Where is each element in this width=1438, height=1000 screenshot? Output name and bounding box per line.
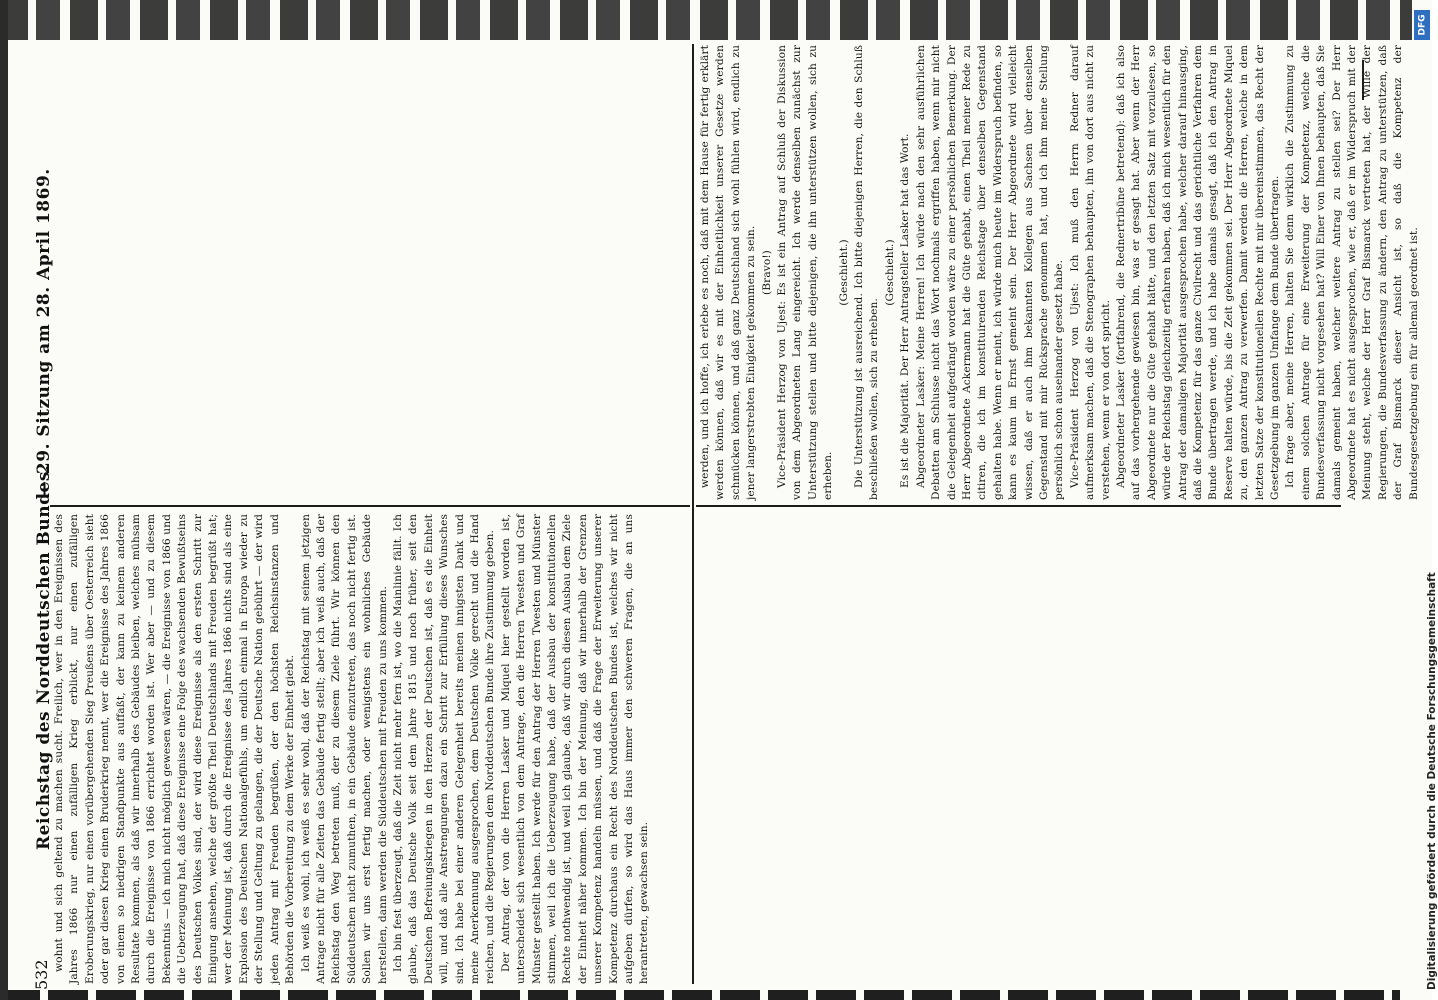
paragraph: Vice-Präsident Herzog von Ujest: Ich muß den Herrn Redner darauf aufmerksam machen, daß die Stenographen behaupten, ihn von dort aus nicht zu verstehen, wenn er von dort spricht.	[1068, 45, 1112, 500]
paragraph: Der Antrag, der von die Herren Lasker und Miquel hier gestellt worden ist, unterscheidet sich wesentlich von dem Antrage, den die Herren Twesten und Graf Münster gestellt haben. Ich werde für den Antrag der Herren Twesten und Münster stimmen, weil ich die Ueberzeugung habe, daß der Ausbau der konstitutionellen Rechte nothwendig ist, und weil ich glaube, daß wir durch diesen Ausbau dem Ziele der Einheit näher kommen. Ich bin der Meinung, daß wir innerhalb der Grenzen unserer Kompetenz handeln müssen, und daß die Frage der Erweiterung unserer Kompetenz durchaus ein Recht des Norddeutschen Bundes ist, welches wir nicht aufgeben dürfen, so wird das Haus immer den schweren Fragen, die an uns herantreten, gewachsen sein.	[499, 514, 651, 984]
text-block-left	[52, 514, 690, 984]
column-divider-vertical	[692, 44, 694, 984]
running-header-right: — 29. Sitzung am 28. April 1869.	[34, 168, 54, 498]
dfg-logo	[1414, 10, 1430, 40]
scan-edge-left	[0, 0, 8, 1000]
paragraph: Ich frage aber, meine Herren, halten Sie denn wirklich die Zustimmung zu einem solchen Antrage für eine Erweiterung der Kompetenz, welche die Bundesverfassung nicht vorgesehen hat? Will Einer von Ihnen behaupten, daß Sie damals gemeint haben, welcher weitere Antrag zu stellen sei? Der Herr Abgeordnete hat es nicht ausgesprochen, wie er, daß er im Widerspruch mit der Meinung steht, welche der Herr Graf Bismarck vertreten hat, der Wille der Regierungen, die Bundesverfassung zu ändern, den Antrag zu unterstützen, daß der Graf Bismarck dieser Ansicht ist, so daß die Kompetenz der Bundesgesetzgebung ein für allemal geordnet ist.	[1284, 45, 1420, 500]
paragraph: Ich bin fest überzeugt, daß die Zeit nicht mehr fern ist, wo die Mainlinie fällt. Ich glaube, daß das Deutsche Volk seit dem Jahre 1815 und noch früher, seit den Deutschen Befreiungskriegen in den Herzen der Deutschen ist, daß es die Einheit will, und daß alle Anstrengungen dazu ein Schritt zur Erfüllung dieses Wunsches sind. Ich habe bei einer anderen Gelegenheit bereits meinen innigsten Dank und meine Anerkennung ausgesprochen, dem Deutschen Volke gerecht und die Hand reichen, und die Regierungen dem Norddeutschen Bunde ihre Zustimmung geben.	[391, 514, 497, 984]
paragraph: Es ist die Majorität. Der Herr Antragsteller Lasker hat das Wort.	[899, 133, 912, 488]
paragraph: wohnt und sich geltend zu machen sucht. Freilich, wer in den Ereignissen des Jahres 1866 nur einen zufälligen Krieg erblickt, nur einen zufälligen Eroberungskrieg, nur einen vorübergehenden Sieg Preußens über Oesterreich sieht oder gar diesen Krieg einen Bruderkrieg nennt, wer die Ereignisse des Jahres 1866 von einem so niedrigen Standpunkte aus auffaßt, der kann zu keinem anderen Resultate kommen, als daß wir innerhalb des Gebäudes bleiben, welches mühsam durch die Ereignisse von 1866 errichtet worden ist. Wer aber — und zu diesem Bekenntnis — ich mich nicht möglich gewesen wären, — die Ereignisse von 1866 und die Ueberzeugung hat, daß diese Ereignisse eine Folge des wachsenden Bewußtseins des Deutschen Volkes sind, der wird diese Ereignisse als den ersten Schritt zur Einigung ansehen, welche der größte Theil Deutschlands mit Freuden begrüßt hat; wer der Meinung ist, daß durch die Ereignisse des Jahres 1866 nichts sind als eine Explosion des Deutschen Nationalgefühls, um endlich einmal in Europa wieder zu der Stellung und Geltung zu gelangen, die der Deutsche Nation gebührt — der wird jeden Antrag mit Freuden begrüßen, der den höchsten Reichsinstanzen und Behörden die Vorbereitung zu dem Werke der Einheit giebt.	[53, 514, 297, 984]
stage-direction: (Geschieht.)	[837, 239, 850, 306]
scan-edge-top	[0, 0, 1412, 40]
paragraph: Abgeordneter Lasker (fortfahrend, die Rednertribüne betretend): daß ich also auf das vorhergehende gewiesen bin, was er gesagt hat. Aber wenn der Herr Abgeordnete nur die Güte gehabt hätte, und den letzten Satz mit vorzulesen, so würde der Reichstag gleichzeitig erfahren haben, daß ich mich wesentlich für den Antrag der damaligen Majorität ausgesprochen habe, welcher darauf hinausging, daß die Kompetenz für das ganze Civilrecht und das gerichtliche Verfahren dem Bunde übertragen werde, und ich habe damals gesagt, daß ich den Antrag in Reserve halten würde, bis die Zeit gekommen sei. Der Herr Abgeordnete Miquel zu, den ganzen Antrag zu verwerfen. Damit werden die Herren, welche in dem letzten Satze der konstitutionellen Rechte mit mir übereinstimmen, das Recht der Gesetzgebung im ganzen Umfange dem Bunde übertragen.	[1114, 45, 1282, 500]
paragraph: Vice-Präsident Herzog von Ujest: Es ist ein Antrag auf Schluß der Diskussion von dem Abgeordneten Lang eingereicht. Ich werde denselben zunächst zur Unterstützung stellen und bitte diejenigen, die ihn unterstützen wollen, sich zu erheben.	[776, 45, 835, 500]
paragraph: Die Unterstützung ist ausreichend. Ich bitte diejenigen Herren, die den Schluß beschließen wollen, sich zu erheben.	[853, 45, 881, 500]
paragraph: werden, und ich hoffe, ich erlebe es noch, daß mit dem Hause für fertig erklärt werden können, daß wir es mit der Einheitlichkeit unserer Gesetze werden schmücken können, und daß ganz Deutschland sich wohl fühlen wird, endlich zu jener langerstrebten Einigkeit gekommen zu sein.	[699, 45, 758, 500]
column-divider-right	[696, 505, 1341, 507]
stage-direction: (Geschieht.)	[883, 239, 896, 306]
running-header-left: Reichstag des Norddeutschen Bundes.	[34, 464, 54, 850]
digitization-credit: Digitalisierung gefördert durch die Deutsche Forschungsgemeinschaft	[1426, 572, 1438, 990]
paragraph: Ich weiß es wohl, ich weiß es sehr wohl, daß der Reichstag mit seinem jetzigen Antrage nicht für alle Zeiten das Gebäude fertig stellt; aber ich weiß auch, daß der Reichstag den Weg betreten muß, der zu diesem Ziele führt. Wir können den Süddeutschen nicht zumuthen, in ein Gebäude einzutreten, das noch nicht fertig ist. Sollen wir uns erst fertig machen, oder wenigstens ein wohnliches Gebäude herstellen, dann werden die Süddeutschen mit Freuden zu uns kommen.	[299, 514, 389, 984]
paragraph: Abgeordneter Lasker: Meine Herren! Ich würde nach den sehr ausführlichen Debatten am Schlusse nicht das Wort nochmals ergriffen haben, wenn mir nicht die Gelegenheit aufgedrängt worden wäre zu einer persönlichen Bemerkung. Der Herr Abgeordnete Ackermann hat die Güte gehabt, einen Theil meiner Rede zu citiren, die ich im konstituirenden Reichstage über denselben Gegenstand gehalten habe. Wenn er meint, ich würde mich heute im Widerspruch befinden, so kann es kaum im Ernst gemeint sein. Der Herr Abgeordnete wird vielleicht wissen, daß er auch ihm bekannten Kollegen aus Sachsen über denselben Gegenstand mit mir Rücksprache genommen hat, und ich ihm meine Stellung persönlich schon auseinander gesetzt habe.	[914, 45, 1066, 500]
column-divider-left	[50, 505, 690, 507]
scan-edge-bottom	[0, 990, 1400, 1000]
text-block-right	[698, 45, 1420, 500]
stage-direction: (Bravo!)	[760, 250, 773, 295]
dfg-logo-text: DFG	[1417, 14, 1428, 36]
page-number: 532	[32, 959, 51, 990]
